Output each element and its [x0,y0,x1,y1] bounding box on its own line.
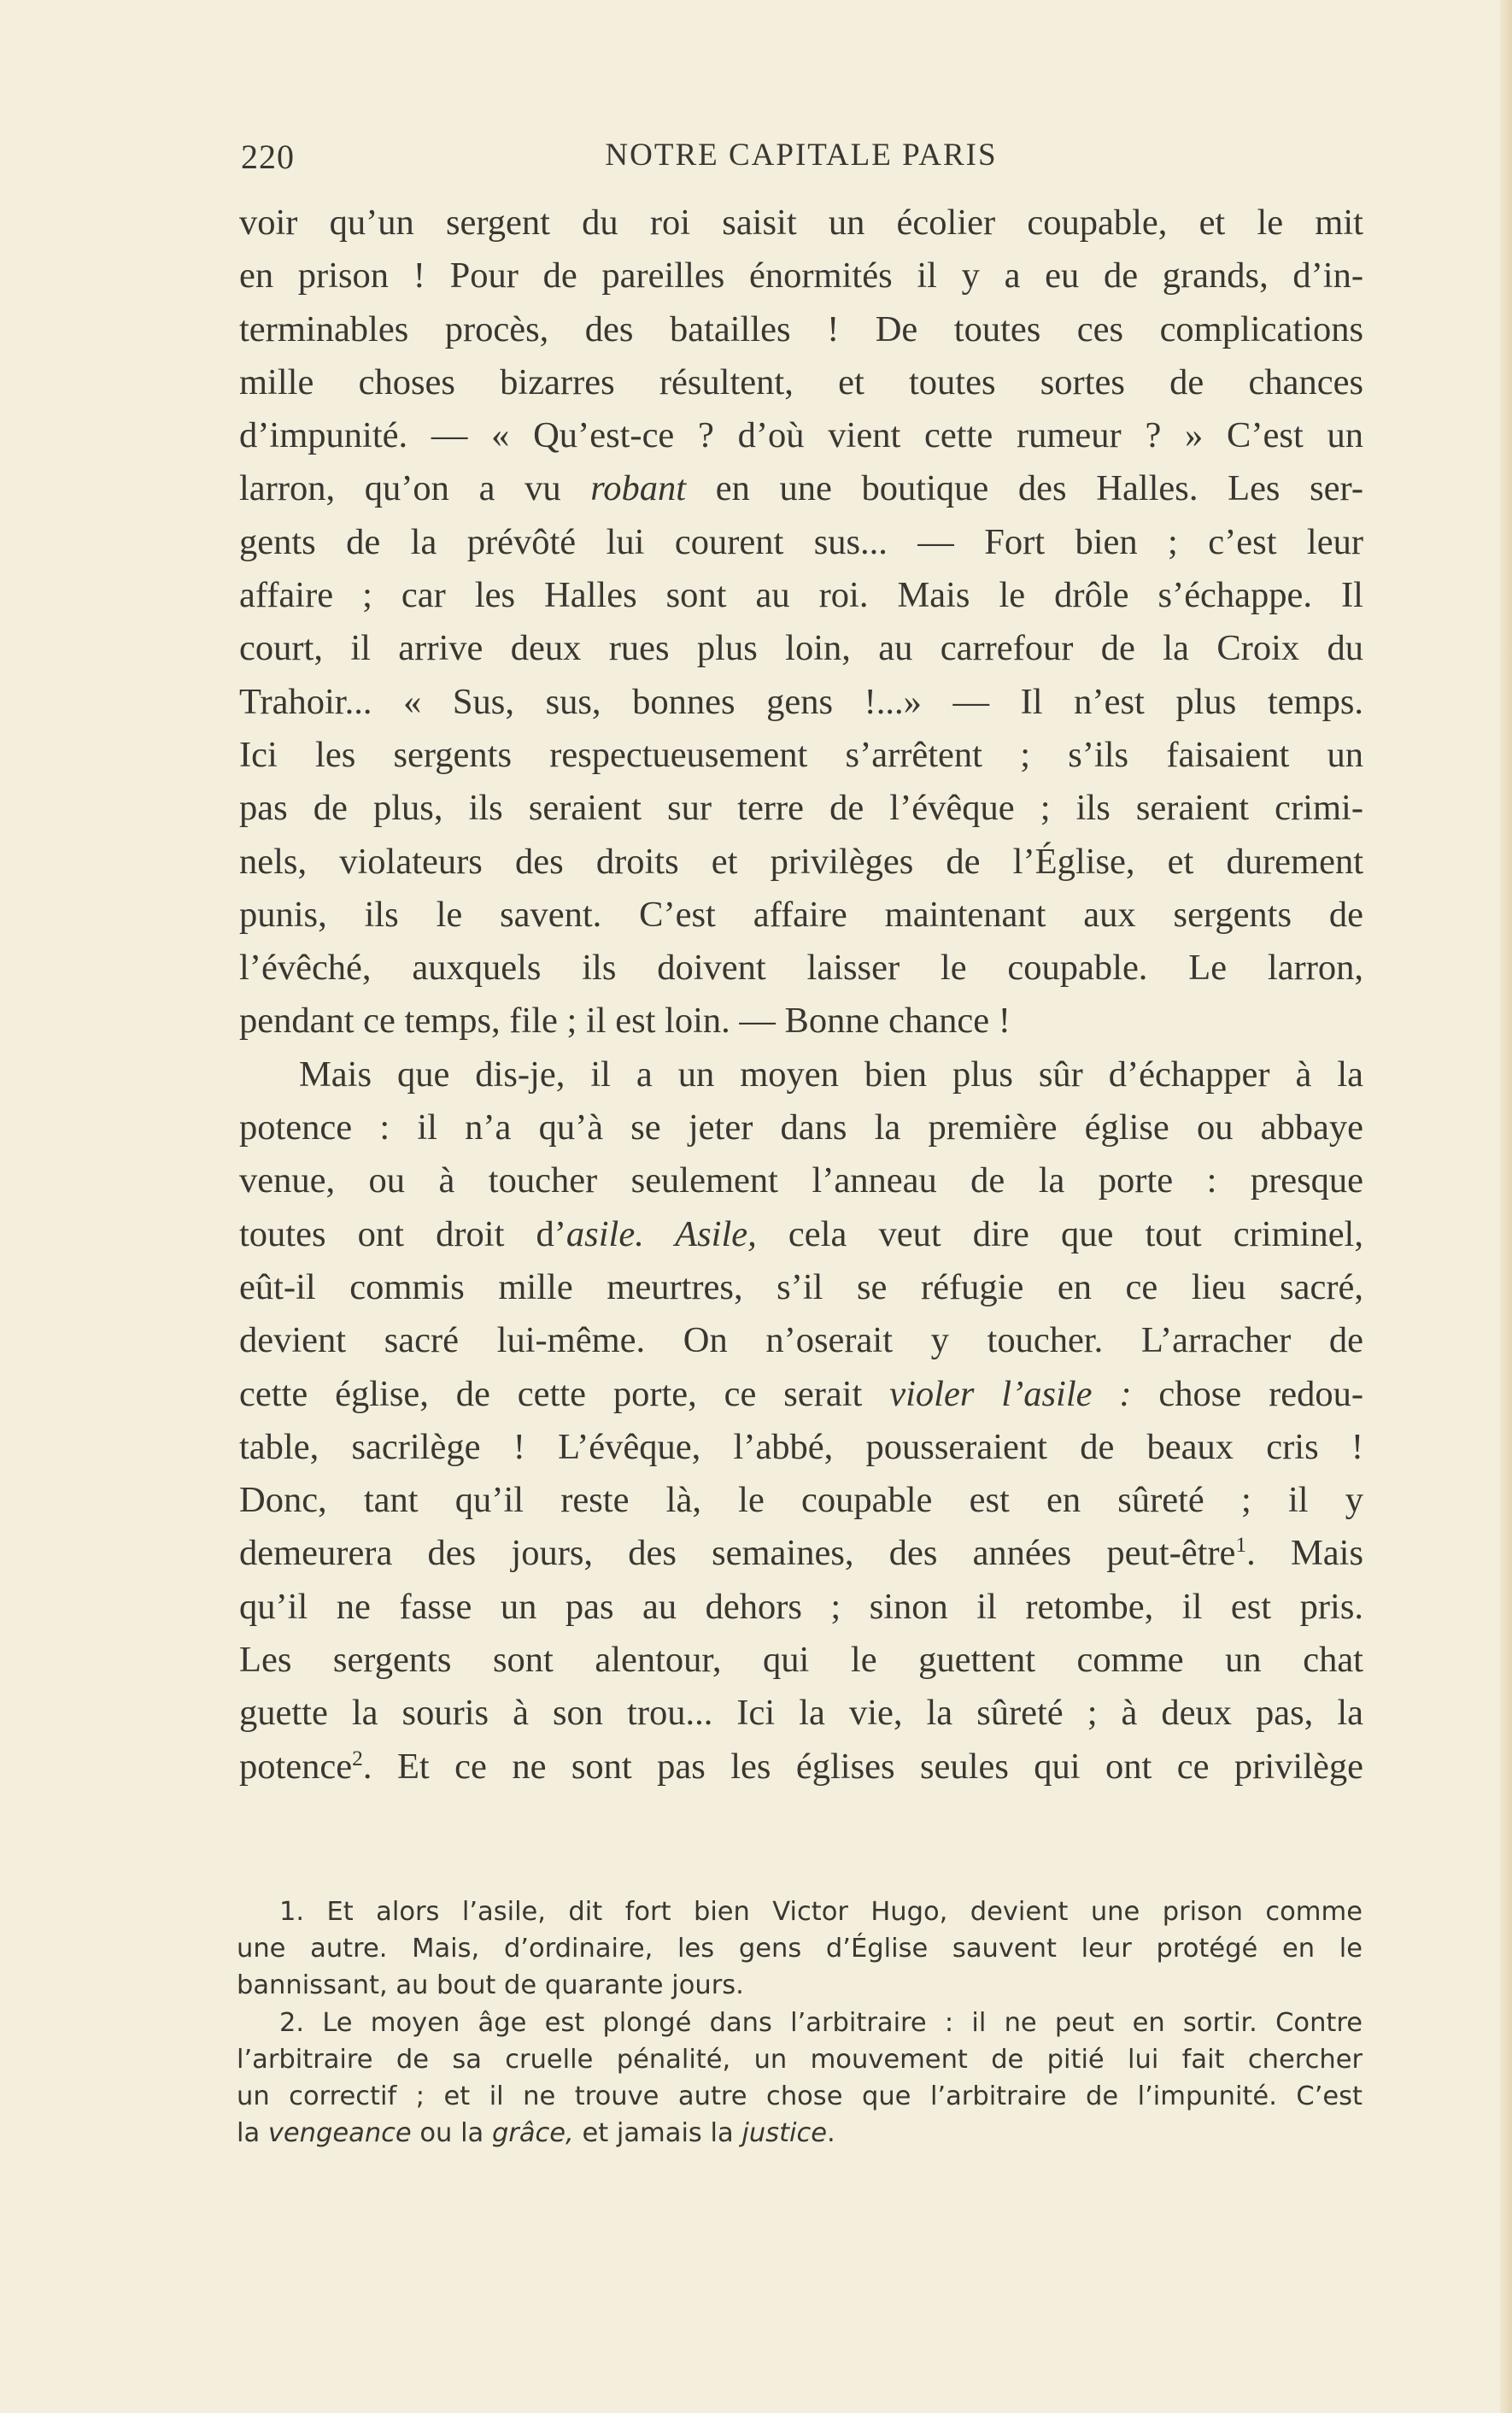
footnote-line: 2. Le moyen âge est plongé dans l’arbitraire : il ne peut en sortir. Contre [279,2007,1363,2038]
text-line: Mais que dis-je, il a un moyen bien plus sûr d’échapper à la [299,1054,1363,1095]
text-run: la [237,2118,268,2149]
italic-text: justice [741,2118,828,2149]
italic-text: grâce, [491,2118,574,2149]
text-line: venue, ou à toucher seulement l’anneau de la porte : presque [239,1160,1363,1201]
text-run: en une boutique des Halles. Les ser- [686,468,1363,509]
page-number: 220 [241,138,295,176]
text-line: d’impunité. — « Qu’est-ce ? d’où vient cette rumeur ? » C’est un [239,415,1363,456]
text-run: . Et ce ne sont pas les églises seules qui ont ce privilège [362,1746,1363,1787]
text-run: toutes ont droit d’ [239,1213,566,1254]
text-run: et jamais la [573,2118,742,2149]
text-run: . Mais [1246,1533,1363,1574]
text-line: terminables procès, des batailles ! De toutes ces complications [239,308,1363,349]
text-line: pas de plus, ils seraient sur terre de l’évêque ; ils seraient crimi- [239,788,1363,829]
italic-text: asile. Asile, [566,1213,757,1254]
text-run: demeurera des jours, des semaines, des années peut-être [239,1533,1236,1574]
text-line: pendant ce temps, file ; il est loin. — Bonne chance ! [239,1001,1011,1042]
footnote-line: bannissant, au bout de quarante jours. [237,1970,744,2001]
text-run: . [827,2118,835,2149]
text-line: Donc, tant qu’il reste là, le coupable est en sûreté ; il y [239,1480,1363,1521]
footnote-line: 1. Et alors l’asile, dit fort bien Victor Hugo, devient une prison comme [279,1897,1363,1927]
text-line [239,1208,1363,1261]
text-line: court, il arrive deux rues plus loin, au carrefour de la Croix du [239,628,1363,669]
text-run: ou la [411,2118,492,2149]
text-line: eût-il commis mille meurtres, s’il se réfugie en ce lieu sacré, [239,1266,1363,1307]
text-line: affaire ; car les Halles sont au roi. Mais le drôle s’échappe. Il [239,575,1363,616]
italic-text: vengeance [267,2118,412,2149]
text-line: en prison ! Pour de pareilles énormités il y a eu de grands, d’in- [239,255,1363,296]
footnote-line: un correctif ; et il ne trouve autre chose que l’arbitraire de l’impunité. C’est [237,2081,1363,2111]
text-run: cette église, de cette porte, ce serait [239,1373,890,1414]
footnote-line: l’arbitraire de sa cruelle pénalité, un mouvement de pitié lui fait chercher [237,2044,1363,2075]
text-line: voir qu’un sergent du roi saisit un écolier coupable, et le mit [239,203,1363,243]
text-line [239,1368,1363,1421]
text-line: l’évêché, auxquels ils doivent laisser le coupable. Le larron, [239,948,1363,989]
footnotes [237,1893,1363,2152]
text-line: qu’il ne fasse un pas au dehors ; sinon il retombe, il est pris. [239,1586,1363,1627]
footnote-line: une autre. Mais, d’ordinaire, les gens d’Église sauvent leur protégé en le [237,1934,1363,1964]
italic-text: robant [590,468,687,509]
text-line: punis, ils le savent. C’est affaire maintenant aux sergents de [239,894,1363,935]
text-line: devient sacré lui-même. On n’oserait y toucher. L’arracher de [239,1320,1363,1361]
text-line: table, sacrilège ! L’évêque, l’abbé, pousseraient de beaux cris ! [239,1426,1363,1467]
text-line [239,462,1363,515]
footnote-line [237,2115,1363,2152]
text-run: larron, qu’on a vu [239,468,591,509]
text-line: gents de la prévôté lui courent sus... — Fort bien ; c’est leur [239,521,1363,562]
text-line: potence : il n’a qu’à se jeter dans la première église ou abbaye [239,1107,1363,1148]
text-line [239,1527,1363,1580]
text-line: Les sergents sont alentour, qui le guettent comme un chat [239,1640,1363,1681]
footnote-ref: 2 [352,1745,363,1770]
text-run: cela veut dire que tout criminel, [756,1213,1363,1254]
text-line: Trahoir... « Sus, sus, bonnes gens !...» — Il n’est plus temps. [239,681,1363,722]
page-edge [1500,0,1512,2413]
body-text [239,197,1363,1794]
running-head [241,137,1362,179]
text-line: nels, violateurs des droits et privilèges de l’Église, et durement [239,841,1363,882]
text-run: potence [239,1746,353,1787]
footnote-ref: 1 [1235,1532,1247,1558]
text-line [239,1741,1363,1794]
running-title: NOTRE CAPITALE PARIS [605,138,998,173]
text-line: Ici les sergents respectueusement s’arrêtent ; s’ils faisaient un [239,734,1363,775]
text-line: mille choses bizarres résultent, et toutes sortes de chances [239,361,1363,402]
text-run: chose redou- [1131,1373,1363,1414]
italic-text: violer l’asile : [889,1373,1132,1414]
text-line: guette la souris à son trou... Ici la vie, la sûreté ; à deux pas, la [239,1693,1363,1734]
